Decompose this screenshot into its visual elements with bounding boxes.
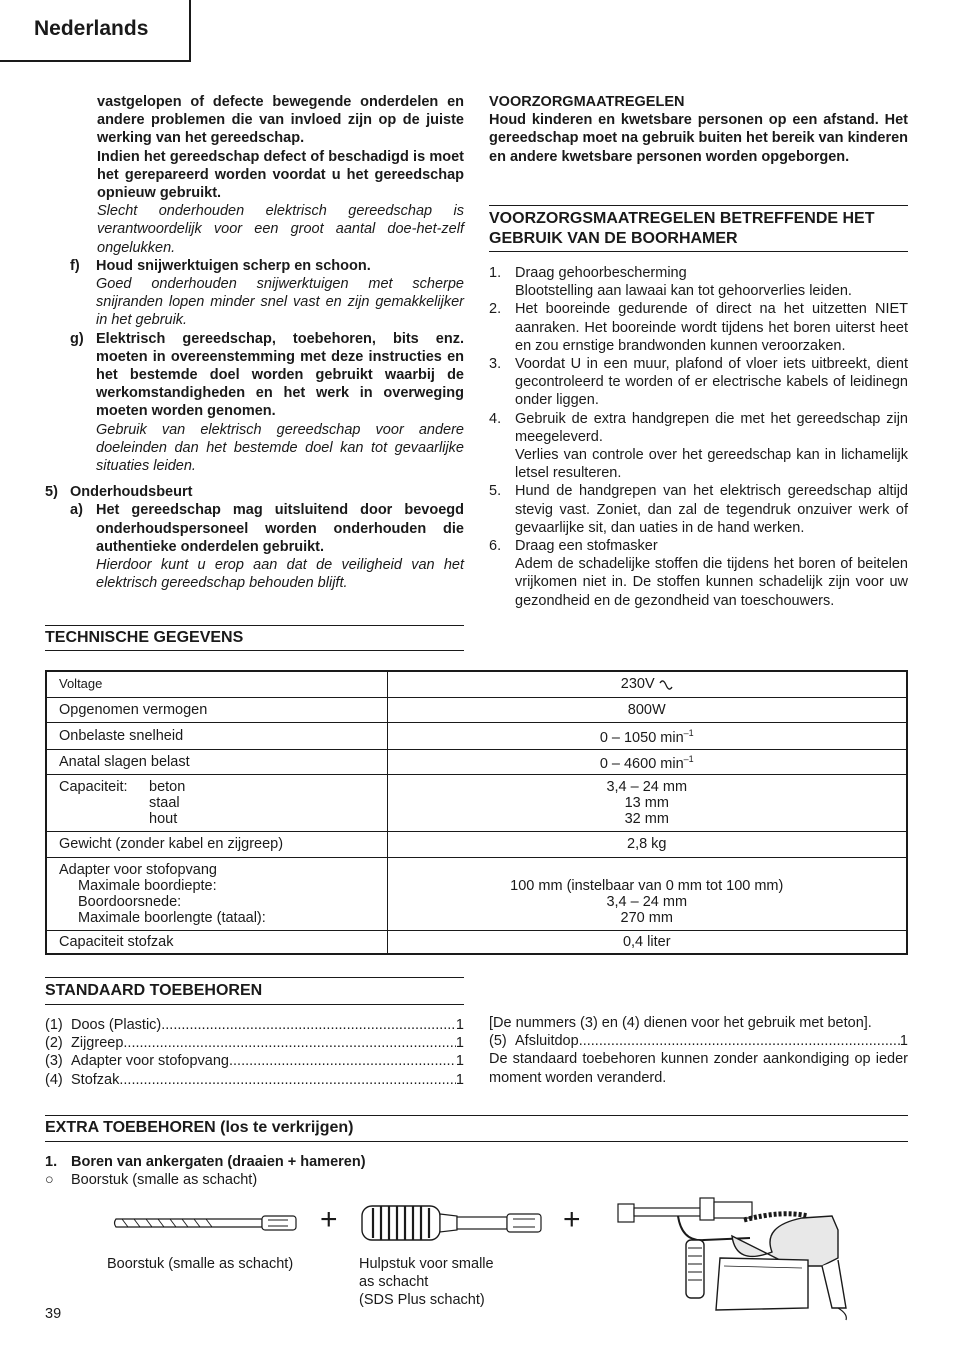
std-heading: STANDAARD TOEBEHOREN [45, 982, 263, 999]
weight-label: Gewicht (zonder kabel en zijgreep) [46, 831, 387, 857]
hammer-list-text: Gebruik de extra handgrepen die met het gereedschap zijn meegeleverd. [515, 410, 908, 445]
hammer-heading-rule-bottom [489, 251, 908, 252]
hammer-list-text: Adem de schadelijke stoffen die tijdens het boren of beitelen vrijkomen niet in. De stoffen kunnen schadelijk zijn voor uw gezondheid en de gezondheid van toeschouwers. [515, 556, 908, 609]
spec-row-capacity [46, 774, 907, 831]
item-a [45, 501, 464, 592]
std-list-item [45, 1034, 464, 1052]
hammer-heading: VOORZORGSMAATREGELEN BETREFFENDE HET GEBRUIK VAN DE BOORHAMER [489, 210, 875, 247]
hammer-list-item [489, 410, 908, 483]
plus-sign: + [320, 1203, 338, 1236]
impact-cell [387, 749, 907, 774]
std-item-name: Doos (Plastic) [71, 1017, 162, 1033]
std-list-item [45, 1016, 464, 1034]
std-item-num: (2) [45, 1035, 63, 1052]
item-f [45, 257, 464, 330]
caption-adapter-line: Hulpstuk voor smalle [359, 1256, 494, 1272]
cont-bold-text-2: Indien het gereedschap defect of beschadigd is moet het gerepareerd worden voordat u het gereedschap opnieuw gebruikt. [97, 148, 464, 202]
hammer-list-text: Draag een stofmasker [515, 538, 658, 555]
extra-sub-title-row [45, 1153, 545, 1171]
page-number: 39 [45, 1306, 62, 1322]
item-f-italic: Goed onderhouden snijwerktuigen met scherpe snijranden lopen minder snel vast en zijn gemakkelijker in het gebruik. [96, 276, 464, 329]
std-item-num: (3) [45, 1053, 63, 1070]
extra-bullet-row [45, 1171, 545, 1189]
hammer-list-num: 4. [489, 410, 502, 427]
extra-sub-title: Boren van ankergaten (draaien + hameren) [71, 1154, 366, 1170]
std-item-5-name: Afsluitdop [515, 1033, 579, 1050]
leader-dots [119, 1071, 456, 1089]
adapter-item: Maximale boorlengte (tataal): [78, 909, 266, 926]
adapter-cell [46, 857, 387, 930]
speed-unit-exponent: –1 [683, 728, 694, 739]
hammer-list-item [489, 482, 908, 537]
section-5-title: Onderhoudsbeurt [70, 484, 193, 501]
spec-row-speed [46, 722, 907, 749]
leader-dots [123, 1034, 456, 1052]
hammer-list-text: Hund de handgrepen van het elektrisch gereedschap altijd stevig vast. Zoniet, dan zal de tegendruk onzuiver werk of gevaarlijke sit, dan uaties in de hand werken. [515, 483, 908, 536]
std-heading-rule-top [45, 977, 464, 978]
language-tab-label: Nederlands [34, 17, 149, 40]
hammer-list-item [489, 264, 908, 300]
adapter-value: 270 mm [620, 909, 673, 926]
language-tab [0, 0, 191, 62]
cont-italic-text: Slecht onderhouden elektrisch gereedschap is verantwoordelijk voor een groot aantal doe-het-zelf ongelukken. [97, 203, 464, 256]
extra-heading-rule-top [45, 1115, 908, 1116]
hammer-list-text: Voordat U in een muur, plafond of vloer iets uitbreekt, dient gecontroleerd te worden of er electrische kabels of leidinegn onder liggen. [515, 356, 908, 409]
adapter-value: 100 mm (instelbaar van 0 mm tot 100 mm) [510, 877, 784, 894]
hammer-list-num: 3. [489, 356, 502, 373]
spec-row-power [46, 697, 907, 722]
std-item-qty: 1 [455, 1017, 464, 1033]
hammer-list-item [489, 355, 908, 410]
hammer-list-item [489, 300, 908, 355]
ac-wave-icon [659, 679, 673, 691]
item-a-bold: Het gereedschap mag uitsluitend door bevoegd onderhoudspersoneel worden onderhouden die authentieke onderdelen gebruikt. [96, 502, 464, 555]
plus-sign: + [563, 1203, 581, 1236]
std-item-qty: 1 [455, 1035, 464, 1052]
rotary-hammer-illustration [612, 1196, 858, 1322]
std-list-item [45, 1071, 464, 1089]
leader-dots [229, 1052, 456, 1070]
capacity-item: hout [149, 810, 178, 827]
capacity-value: 32 mm [624, 810, 669, 827]
section-5 [45, 483, 464, 501]
weight-value: 2,8 kg [387, 831, 907, 857]
std-item-name: Zijgreep [71, 1035, 124, 1052]
caption-adapter-line: as schacht [359, 1274, 429, 1291]
item-g-italic: Gebruik van elektrisch gereedschap voor andere doeleinden dan het bestemde doel kan tot gevaarlijke situaties leiden. [96, 421, 464, 475]
hammer-heading-rule-top [489, 205, 908, 206]
hammer-list-text: Blootstelling aan lawaai kan tot gehoorverlies leiden. [515, 283, 852, 300]
power-value: 800W [387, 697, 907, 722]
adapter-item: Boordoorsnede: [78, 893, 182, 910]
item-g-label: g) [70, 330, 84, 347]
hammer-list-num: 5. [489, 483, 502, 500]
adapter-item: Maximale boordiepte: [78, 877, 217, 894]
speed-value: 0 – 1050 min [599, 729, 684, 746]
std-item-num: (1) [45, 1017, 63, 1033]
speed-cell [387, 722, 907, 749]
specs-heading: TECHNISCHE GEGEVENS [45, 629, 244, 646]
item-f-bold: Houd snijwerktuigen scherp en schoon. [96, 257, 371, 274]
extra-bullet-text: Boorstuk (smalle as schacht) [71, 1172, 258, 1189]
hammer-list-text: Verlies van controle over het gereedschap kan in lichamelijk letsel resulteren. [515, 447, 908, 482]
std-item-5-qty: 1 [899, 1033, 908, 1050]
caption-drill-bit: Boorstuk (smalle as schacht) [107, 1256, 294, 1272]
std-note-2: De standaard toebehoren kunnen zonder aankondiging op ieder moment worden veranderd. [489, 1051, 908, 1086]
capacity-values [387, 774, 907, 831]
precautions-title: VOORZORGMAATREGELEN [489, 94, 685, 110]
leader-dots [579, 1032, 900, 1050]
capacity-item: beton [149, 778, 186, 795]
capacity-label: Capaciteit: [59, 778, 128, 795]
adapter-values [387, 857, 907, 930]
adapter-value: 3,4 – 24 mm [606, 893, 688, 910]
spec-row-bag [46, 930, 907, 954]
right-column-precautions [489, 93, 908, 166]
std-list [45, 1016, 464, 1089]
bag-label: Capaciteit stofzak [46, 930, 387, 954]
specs-table [45, 670, 908, 955]
extra-heading: EXTRA TOEBEHOREN (los te verkrijgen) [45, 1119, 354, 1136]
power-label: Opgenomen vermogen [46, 697, 387, 722]
sds-adapter-illustration [359, 1200, 545, 1246]
voltage-label: Voltage [46, 671, 387, 697]
impact-unit-exponent: –1 [683, 754, 694, 765]
adapter-label: Adapter voor stofopvang [59, 861, 217, 878]
hammer-list-text: Draag gehoorbescherming [515, 265, 687, 281]
std-list-item [45, 1052, 464, 1070]
item-f-label: f) [70, 257, 80, 274]
capacity-value: 3,4 – 24 mm [606, 778, 688, 795]
item-g [45, 330, 464, 476]
item-a-label: a) [70, 502, 83, 519]
caption-adapter-line: (SDS Plus schacht) [359, 1292, 485, 1309]
extra-subsection [45, 1153, 545, 1189]
circle-bullet-icon: ○ [45, 1172, 54, 1189]
item-g-bold: Elektrisch gereedschap, toebehoren, bits enz. moeten in overeenstemming met deze instructies en het bestemde doel worden gebruikt waarbij de werkomstandigheden en het werk in overweging moeten worden genomen. [96, 330, 464, 420]
std-item-num: (4) [45, 1071, 63, 1088]
drill-bit-illustration [112, 1208, 302, 1238]
item-a-italic: Hierdoor kunt u erop aan dat de veiligheid van het elektrisch gereedschap behouden blijft. [96, 557, 464, 592]
hammer-list-text: Het booreinde gedurende of direct na het uitzetten NIET aanraken. Het booreinde wordt tijdens het boren uiterst heet en zou ernstige brandwonden kunnen veroorzaken. [515, 301, 908, 354]
std-item-5-num: (5) [489, 1033, 507, 1050]
hammer-list-num: 2. [489, 301, 502, 318]
std-note-1: [De nummers (3) en (4) dienen voor het gebruik met beton]. [489, 1015, 872, 1031]
hammer-list-num: 1. [489, 265, 502, 281]
spec-row-impact [46, 749, 907, 774]
specs-heading-rule-bottom [45, 650, 464, 651]
section-5-label: 5) [45, 484, 58, 501]
capacity-item: staal [149, 794, 180, 811]
std-item-name: Adapter voor stofopvang [71, 1053, 229, 1070]
extra-sub-num: 1. [45, 1154, 58, 1170]
spec-row-voltage [46, 671, 907, 697]
cont-bold-text: vastgelopen of defecte bewegende onderdelen en andere problemen die van invloed zijn op de juiste werking van het gereedschap. [97, 94, 464, 147]
hammer-list-item [489, 537, 908, 610]
capacity-cell [46, 774, 387, 831]
capacity-value: 13 mm [624, 794, 669, 811]
voltage-value: 230V [620, 676, 655, 693]
caption-adapter [359, 1255, 494, 1310]
std-item-name: Stofzak [71, 1071, 120, 1088]
spec-row-adapter [46, 857, 907, 930]
hammer-list-num: 6. [489, 538, 502, 555]
extra-heading-rule-bottom [45, 1141, 908, 1142]
std-heading-rule-bottom [45, 1004, 464, 1005]
speed-label: Onbelaste snelheid [46, 722, 387, 749]
voltage-cell [387, 671, 907, 697]
precautions-text: Houd kinderen en kwetsbare personen op een afstand. Het gereedschap moet na gebruik buiten het bereik van kinderen en andere kwetsbare personen worden opgeborgen. [489, 112, 909, 165]
std-notes [489, 1014, 908, 1087]
impact-label: Anatal slagen belast [46, 749, 387, 774]
std-item-5 [489, 1032, 908, 1050]
impact-value: 0 – 4600 min [599, 755, 684, 772]
hammer-list [489, 264, 908, 610]
spec-row-weight [46, 831, 907, 857]
std-item-qty: 1 [455, 1053, 464, 1070]
leader-dots [161, 1016, 456, 1034]
left-column [45, 93, 464, 592]
specs-heading-rule-top [45, 625, 464, 626]
bag-value: 0,4 liter [387, 930, 907, 954]
std-item-qty: 1 [455, 1071, 464, 1088]
